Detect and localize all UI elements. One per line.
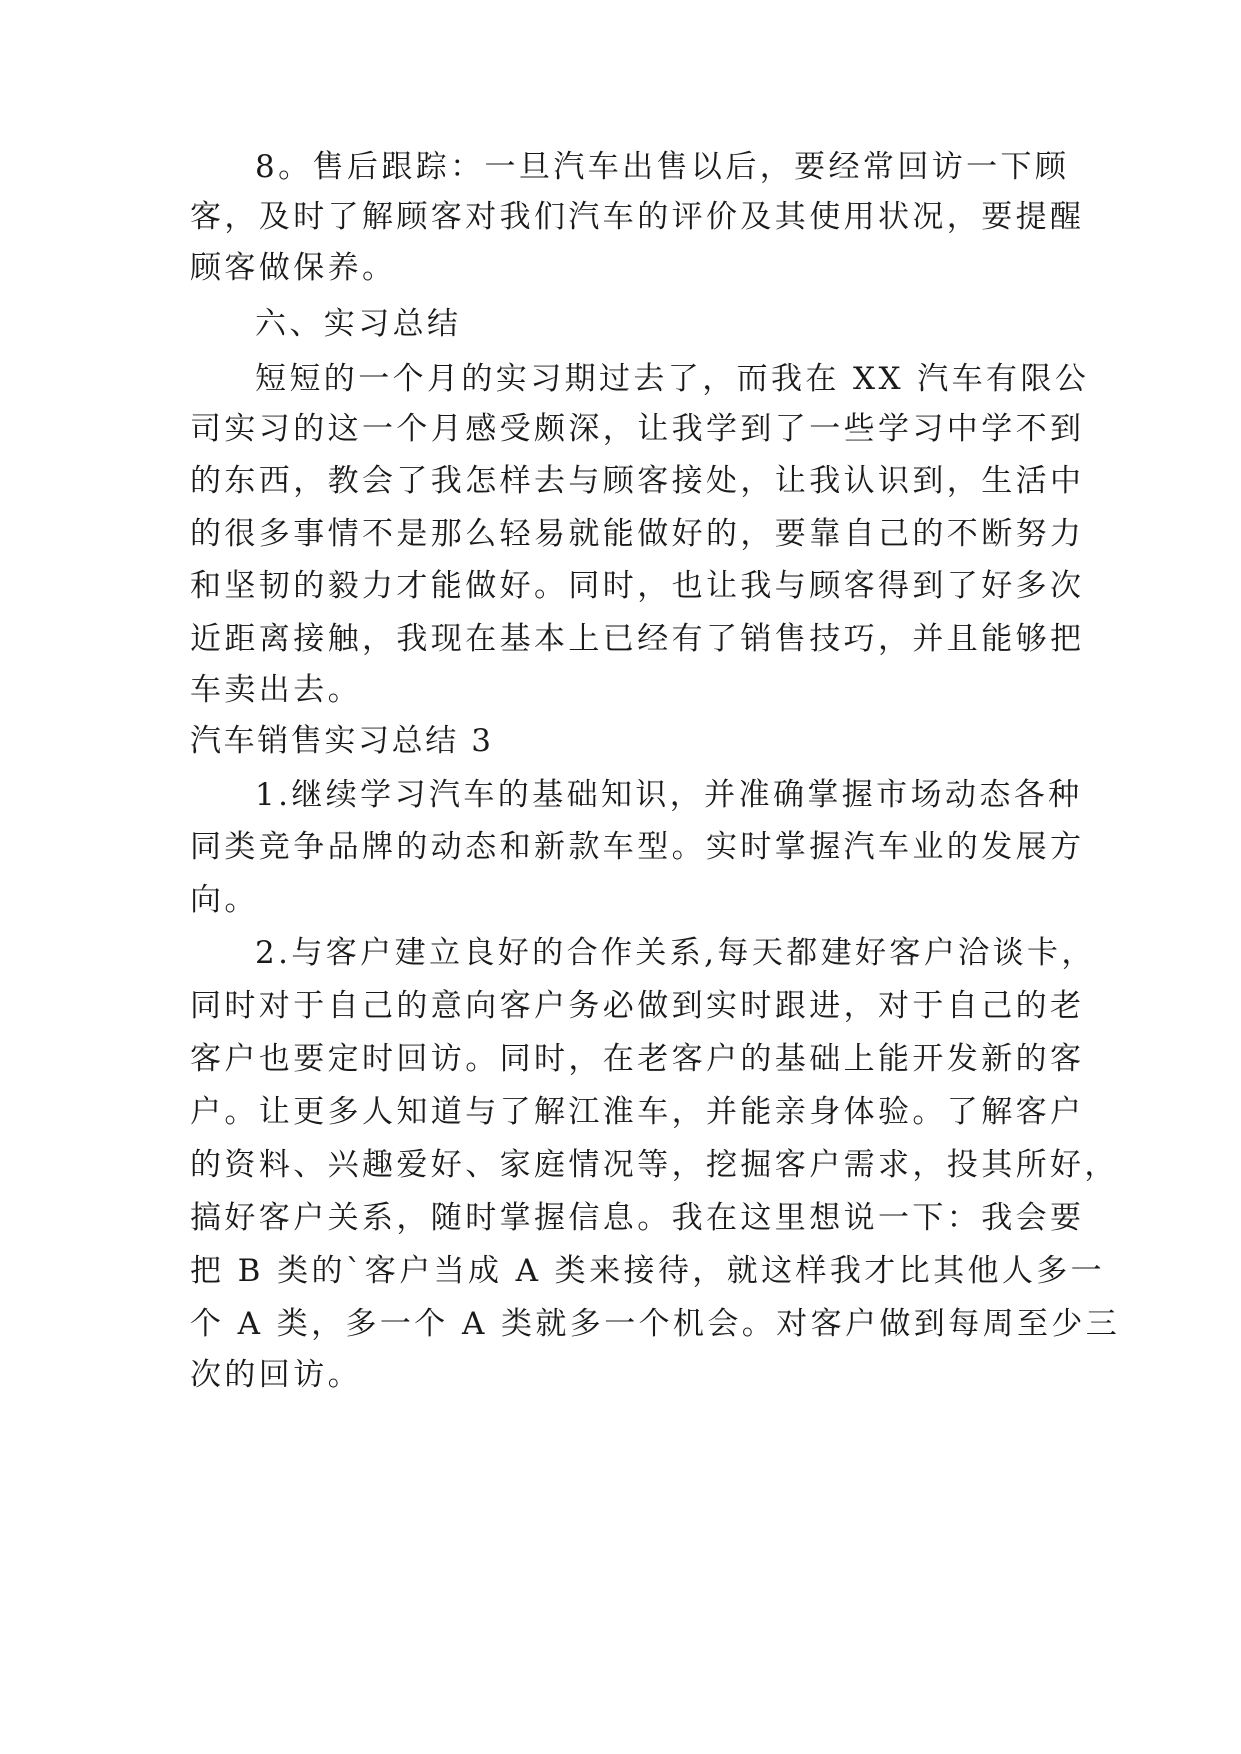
paragraph-line: 顾客做保养。	[190, 250, 397, 286]
paragraph-line: 8。售后跟踪：一旦汽车出售以后，要经常回访一下顾	[255, 149, 1070, 185]
paragraph-line: 次的回访。	[190, 1357, 362, 1393]
paragraph-line: 把 B 类的`客户当成 A 类来接待，就这样我才比其他人多一	[190, 1253, 1106, 1289]
paragraph-line: 和坚韧的毅力才能做好。同时，也让我与顾客得到了好多次	[190, 568, 1085, 604]
paragraph-line: 近距离接触，我现在基本上已经有了销售技巧，并且能够把	[190, 621, 1085, 657]
document-title: 汽车销售实习总结 3	[190, 723, 494, 759]
paragraph-line: 2.与客户建立良好的合作关系,每天都建好客户洽谈卡，	[255, 935, 1096, 971]
paragraph-line: 的很多事情不是那么轻易就能做好的，要靠自己的不断努力	[190, 516, 1085, 552]
paragraph-line: 短短的一个月的实习期过去了，而我在 XX 汽车有限公	[255, 361, 1090, 397]
paragraph-line: 客户也要定时回访。同时，在老客户的基础上能开发新的客	[190, 1041, 1085, 1077]
paragraph-line: 户。让更多人知道与了解江淮车，并能亲身体验。了解客户	[190, 1094, 1085, 1130]
paragraph-line: 同类竞争品牌的动态和新款车型。实时掌握汽车业的发展方	[190, 829, 1085, 865]
paragraph-line: 车卖出去。	[190, 672, 362, 708]
paragraph-line: 个 A 类，多一个 A 类就多一个机会。对客户做到每周至少三	[190, 1306, 1121, 1342]
paragraph-line: 的东西，教会了我怎样去与顾客接处，让我认识到，生活中	[190, 463, 1085, 499]
paragraph-line: 搞好客户关系，随时掌握信息。我在这里想说一下：我会要	[190, 1200, 1085, 1236]
paragraph-line: 向。	[190, 882, 259, 918]
paragraph-line: 客，及时了解顾客对我们汽车的评价及其使用状况，要提醒	[190, 199, 1085, 235]
section-heading: 六、实习总结	[255, 306, 462, 342]
paragraph-line: 司实习的这一个月感受颇深，让我学到了一些学习中学不到	[190, 411, 1085, 447]
paragraph-line: 同时对于自己的意向客户务必做到实时跟进，对于自己的老	[190, 988, 1085, 1024]
paragraph-line: 1.继续学习汽车的基础知识，并准确掌握市场动态各种	[255, 777, 1083, 813]
paragraph-line: 的资料、兴趣爱好、家庭情况等，挖掘客户需求，投其所好，	[190, 1147, 1119, 1183]
